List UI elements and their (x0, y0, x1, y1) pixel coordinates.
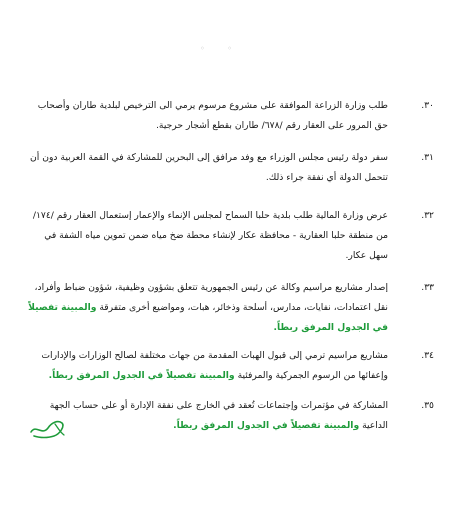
agenda-item-33 (28, 278, 434, 338)
item-number: ٣٢. (421, 210, 434, 221)
agenda-item-34 (28, 346, 434, 386)
item-number: ٣١. (421, 152, 434, 163)
item-text: مشاريع مراسيم ترمي إلى قبول الهبات المقدمة من جهات مختلفة لصالح الوزارات والإدارات وإعفائها من الرسوم الجمركية والمرفئية (41, 350, 388, 381)
agenda-item-31 (28, 148, 434, 188)
item-text: إصدار مشاريع مراسيم وكالة عن رئيس الجمهورية تتعلق بشؤون وظيفية، شؤون ضباط وأفراد، نقل اعتمادات، نفايات، مدارس، أسلحة وذخائر، هبات، ومواضيع أخرى متفرقة (34, 282, 388, 313)
handwritten-signature (28, 414, 68, 442)
item-number: ٣٠. (421, 100, 434, 111)
item-number: ٣٥. (421, 400, 434, 411)
agenda-item-35 (28, 396, 434, 436)
item-text: عرض وزارة المالية طلب بلدية حلبا السماح لمجلس الإنماء والإعمار إستعمال العقار رقم /١٧٤/ من منطقة حلبا العقارية - محافظة عكار لإنشاء محطة ضخ مياه ضمن تموين مياه الشفة في سهل عكار. (32, 210, 388, 261)
item-highlight: والمبينة تفصيلاً في الجدول المرفق ربطاً. (48, 370, 235, 381)
item-number: ٣٤. (421, 350, 434, 361)
item-highlight: والمبينة تفصيلاً في الجدول المرفق ربطاً. (173, 420, 360, 431)
agenda-item-32 (28, 206, 434, 266)
item-highlight: والمبينة تفصيلاً في الجدول المرفق ربطاً. (28, 302, 388, 333)
item-text: سفر دولة رئيس مجلس الوزراء مع وفد مرافق إلى البحرين للمشاركة في القمة العربية دون أن تتحمل الدولة أي نفقة جراء ذلك. (29, 152, 388, 183)
item-text: المشاركة في مؤتمرات وإجتماعات تُعقد في الخارج على نفقة الإدارة أو على حساب الجهة الداعية (49, 400, 388, 431)
item-text: طلب وزارة الزراعة الموافقة على مشروع مرسوم يرمي الى الترخيص لبلدية طاران وأصحاب حق المرور على العقار رقم /٦٧٨/ طاران بقطع أشجار حرجية. (37, 100, 388, 131)
item-number: ٣٣. (421, 282, 434, 293)
page-top-mark: ◦ ◦ (200, 44, 242, 53)
agenda-item-30 (28, 96, 434, 136)
